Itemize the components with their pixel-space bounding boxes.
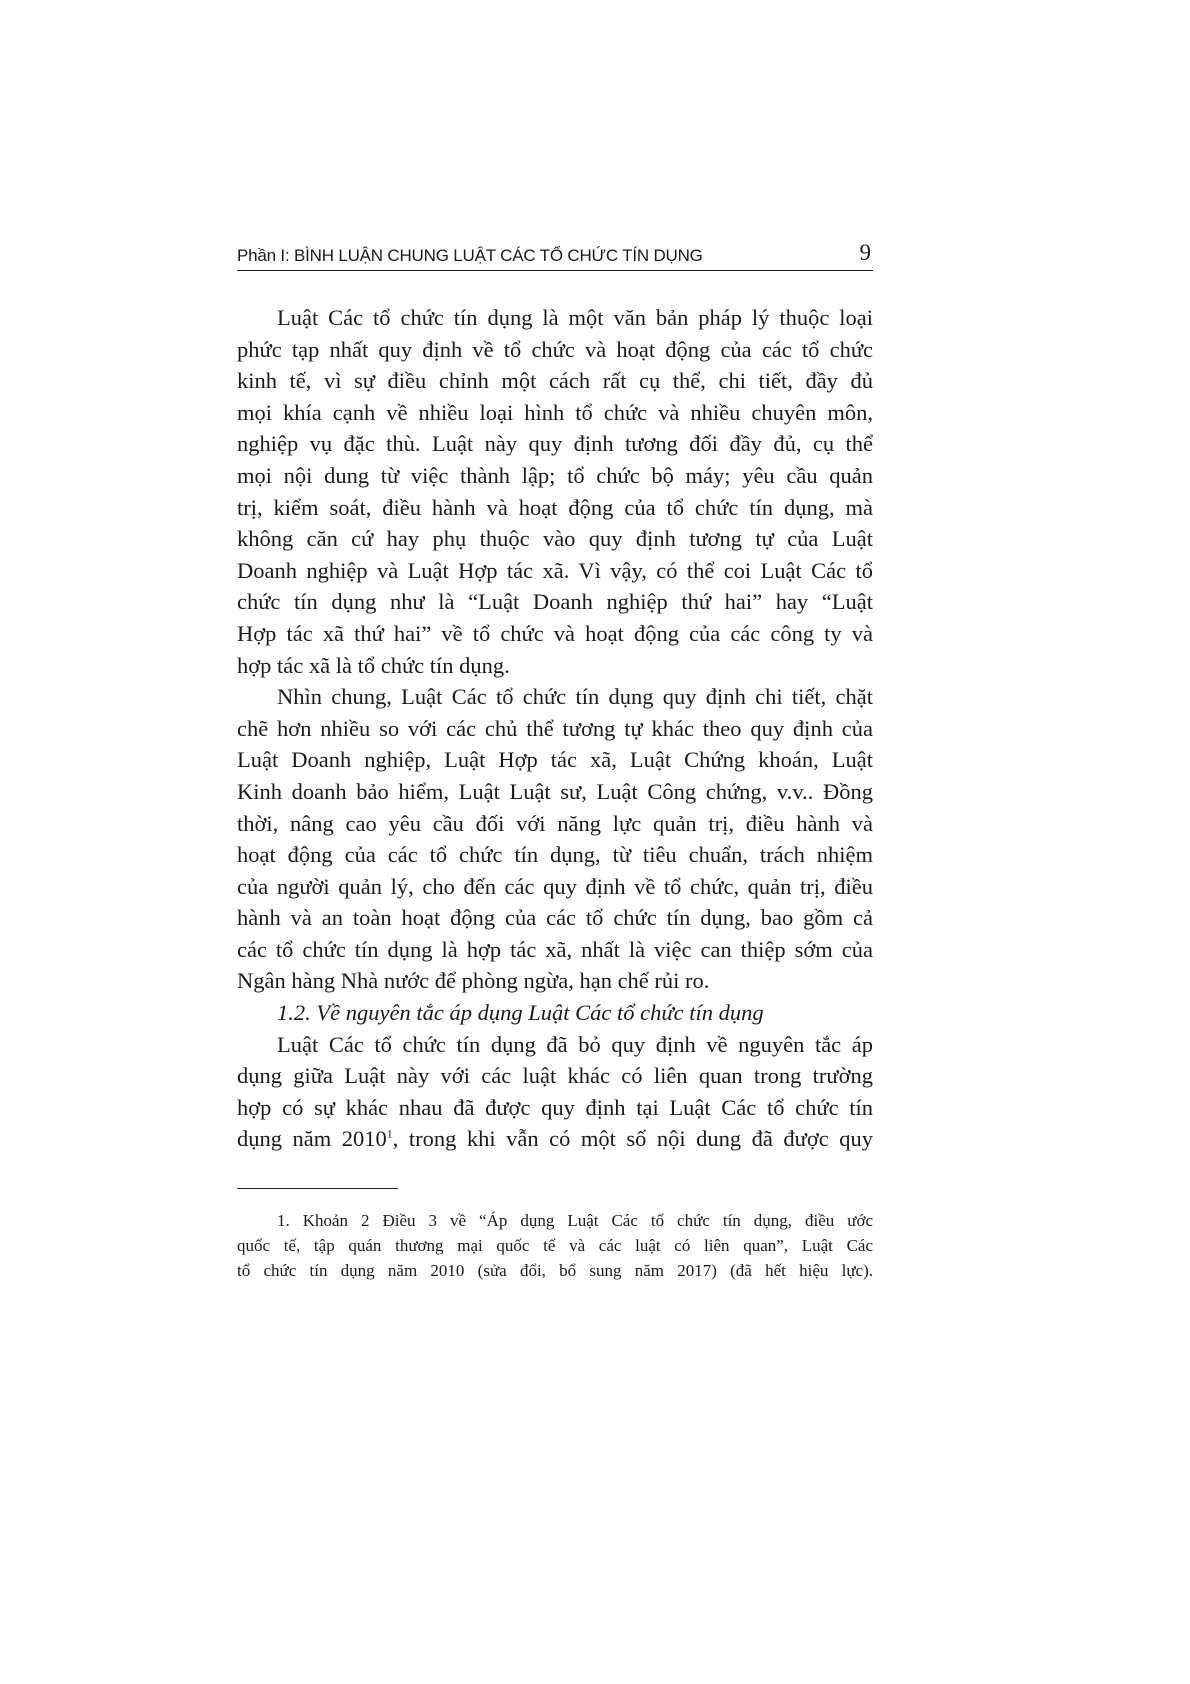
text-line: kinh tế, vì sự điều chỉnh một cách rất cụ thể, chi tiết, đầy đủ	[237, 368, 873, 394]
text-line: Kinh doanh bảo hiểm, Luật Luật sư, Luật Công chứng, v.v.. Đồng	[237, 778, 873, 804]
footnote	[237, 1208, 873, 1283]
body-text	[237, 302, 873, 1155]
text-span: , trong khi vẫn có một số nội dung đã được quy	[392, 1126, 873, 1152]
paragraph-1	[237, 302, 873, 681]
footnote-reference[interactable]: 1	[386, 1126, 393, 1141]
text-line: Doanh nghiệp và Luật Hợp tác xã. Vì vậy, có thể coi Luật Các tổ	[237, 557, 873, 583]
text-line: các tổ chức tín dụng là hợp tác xã, nhất là việc can thiệp sớm của	[237, 936, 873, 962]
text-line: Luật Các tổ chức tín dụng là một văn bản pháp lý thuộc loại	[277, 305, 873, 330]
running-header	[237, 240, 873, 271]
text-line: hoạt động của các tổ chức tín dụng, từ tiêu chuẩn, trách nhiệm	[237, 842, 873, 868]
text-line: mọi nội dung từ việc thành lập; tổ chức bộ máy; yêu cầu quản	[237, 462, 873, 488]
text-line: hợp có sự khác nhau đã được quy định tại Luật Các tổ chức tín	[237, 1094, 873, 1120]
text-line: hợp tác xã là tổ chức tín dụng.	[237, 652, 510, 678]
text-line	[237, 1123, 873, 1155]
text-line: chức tín dụng như là “Luật Doanh nghiệp thứ hai” hay “Luật	[237, 589, 873, 615]
footnote-line: tổ chức tín dụng năm 2010 (sửa đổi, bổ sung năm 2017) (đã hết hiệu lực).	[237, 1261, 873, 1280]
footnote-line: 1. Khoản 2 Điều 3 về “Áp dụng Luật Các tổ chức tín dụng, điều ước	[277, 1211, 873, 1230]
paragraph-2	[237, 681, 873, 997]
text-line: trị, kiểm soát, điều hành và hoạt động của tổ chức tín dụng, mà	[237, 494, 873, 520]
text-line: chẽ hơn nhiều so với các chủ thể tương tự khác theo quy định của	[237, 715, 873, 741]
text-line: dụng giữa Luật này với các luật khác có liên quan trong trường	[237, 1063, 873, 1089]
text-line: nghiệp vụ đặc thù. Luật này quy định tương đối đầy đủ, cụ thể	[237, 431, 873, 457]
text-line: Luật Các tổ chức tín dụng đã bỏ quy định về nguyên tắc áp	[277, 1031, 873, 1057]
text-line: Luật Doanh nghiệp, Luật Hợp tác xã, Luật Chứng khoán, Luật	[237, 747, 873, 773]
text-line: Hợp tác xã thứ hai” về tổ chức và hoạt động của các công ty và	[237, 620, 873, 646]
paragraph-3	[237, 1029, 873, 1155]
text-line: Ngân hàng Nhà nước để phòng ngừa, hạn chế rủi ro.	[237, 968, 710, 994]
text-line: hành và an toàn hoạt động của các tổ chức tín dụng, bao gồm cả	[237, 905, 873, 931]
footnote-line: quốc tế, tập quán thương mại quốc tế và các luật có liên quan”, Luật Các	[237, 1236, 873, 1255]
text-line: mọi khía cạnh về nhiều loại hình tổ chức và nhiều chuyên môn,	[237, 399, 873, 425]
footnote-divider	[237, 1188, 398, 1189]
text-line: thời, nâng cao yêu cầu đối với năng lực quản trị, điều hành và	[237, 810, 873, 836]
text-line: phức tạp nhất quy định về tổ chức và hoạt động của các tổ chức	[237, 336, 873, 362]
section-heading: 1.2. Về nguyên tắc áp dụng Luật Các tổ chức tín dụng	[277, 1000, 764, 1026]
running-title: Phần I: BÌNH LUẬN CHUNG LUẬT CÁC TỔ CHỨC TÍN DỤNG	[237, 246, 703, 265]
text-line: của người quản lý, cho đến các quy định về tổ chức, quản trị, điều	[237, 873, 873, 899]
text-line: không căn cứ hay phụ thuộc vào quy định tương tự của Luật	[237, 526, 873, 552]
page-number: 9	[859, 240, 871, 265]
text-line: Nhìn chung, Luật Các tổ chức tín dụng quy định chi tiết, chặt	[277, 684, 873, 710]
text-span: dụng năm 2010	[237, 1126, 387, 1152]
